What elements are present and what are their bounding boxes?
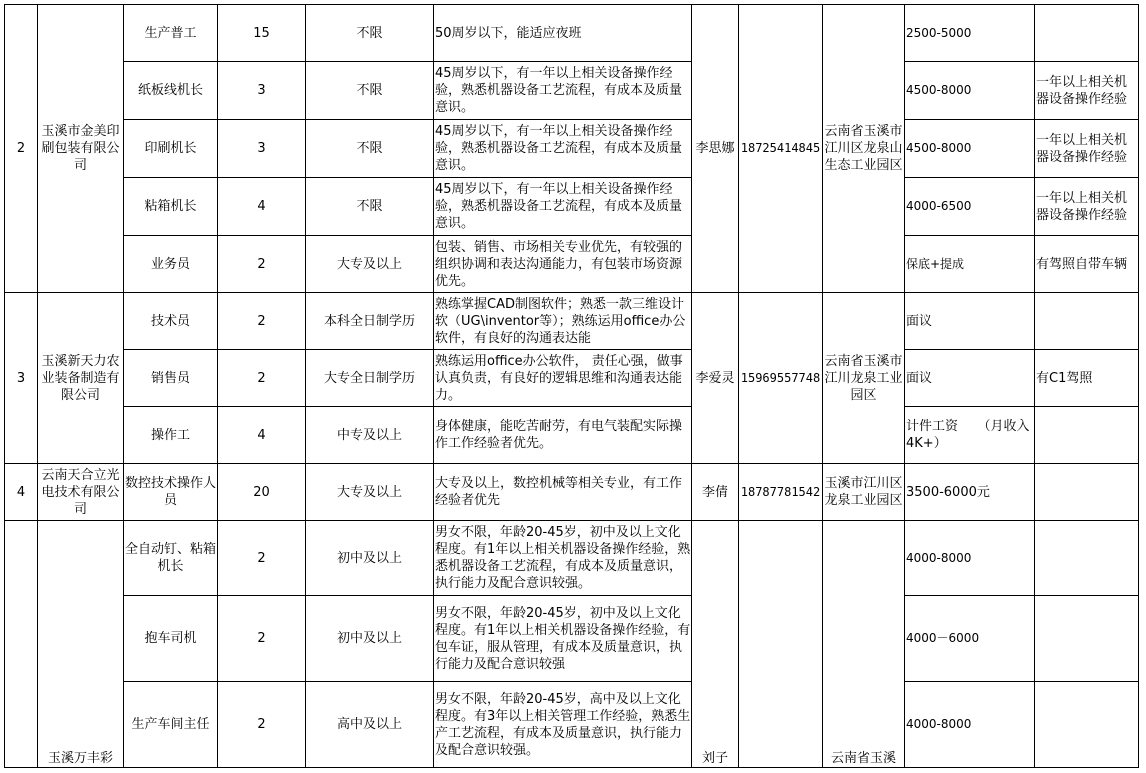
table-row	[5, 293, 1139, 350]
job-title: 抱车司机	[124, 596, 218, 682]
job-count: 3	[218, 120, 306, 178]
job-salary: 计件工资 （月收入4K+）	[905, 407, 1035, 464]
job-education: 本科全日制学历	[306, 293, 434, 350]
job-salary: 4000－6000	[905, 596, 1035, 682]
job-salary: 3500-6000元	[905, 464, 1035, 521]
job-note: 有C1驾照	[1035, 350, 1139, 407]
table-row	[5, 682, 1139, 768]
job-salary: 面议	[905, 350, 1035, 407]
contact-phone: 18725414845	[739, 5, 823, 293]
job-count: 2	[218, 596, 306, 682]
table-row	[5, 464, 1139, 521]
job-salary: 保底+提成	[905, 236, 1035, 293]
work-address: 云南省玉溪市江川龙泉工业园区	[823, 293, 905, 464]
job-title: 技术员	[124, 293, 218, 350]
job-note	[1035, 521, 1139, 596]
job-title: 粘箱机长	[124, 178, 218, 236]
job-salary: 4500-8000	[905, 62, 1035, 120]
table-row	[5, 350, 1139, 407]
contact-person: 李爱灵	[692, 293, 739, 464]
job-education: 大专全日制学历	[306, 350, 434, 407]
job-note: 有驾照自带车辆	[1035, 236, 1139, 293]
company-name: 玉溪新天力农业装备制造有限公司	[38, 293, 124, 464]
job-title: 生产车间主任	[124, 682, 218, 768]
job-education: 大专及以上	[306, 236, 434, 293]
table-row	[5, 521, 1139, 596]
job-note	[1035, 682, 1139, 768]
group-number: 2	[5, 5, 38, 293]
job-title: 销售员	[124, 350, 218, 407]
group-number: 4	[5, 464, 38, 521]
table-row	[5, 120, 1139, 178]
contact-person: 李思娜	[692, 5, 739, 293]
contact-person: 刘子	[692, 521, 739, 768]
job-count: 4	[218, 178, 306, 236]
job-requirements: 男女不限，年龄20-45岁，初中及以上文化程度。有1年以上相关机器设备操作经验，熟悉机器设备工艺流程，有成本及质量意识，执行能力及配合意识较强。	[434, 521, 692, 596]
job-education: 不限	[306, 5, 434, 62]
table-row	[5, 596, 1139, 682]
job-requirements: 45周岁以下，有一年以上相关设备操作经验，熟悉机器设备工艺流程，有成本及质量意识。	[434, 178, 692, 236]
contact-person: 李倩	[692, 464, 739, 521]
group-number	[5, 521, 38, 768]
job-education: 中专及以上	[306, 407, 434, 464]
table-row	[5, 62, 1139, 120]
work-address: 云南省玉溪	[823, 521, 905, 768]
job-requirements: 45周岁以下，有一年以上相关设备操作经验，熟悉机器设备工艺流程，有成本及质量意识。	[434, 62, 692, 120]
job-education: 高中及以上	[306, 682, 434, 768]
job-salary: 面议	[905, 293, 1035, 350]
job-title: 印刷机长	[124, 120, 218, 178]
job-count: 2	[218, 350, 306, 407]
job-requirements: 男女不限，年龄20-45岁，初中及以上文化程度。有1年以上相关机器设备操作经验，有包车证，服从管理，有成本及质量意识，执行能力及配合意识较强	[434, 596, 692, 682]
job-note	[1035, 464, 1139, 521]
job-count: 20	[218, 464, 306, 521]
job-requirements: 身体健康，能吃苦耐劳，有电气装配实际操作工作经验者优先。	[434, 407, 692, 464]
job-education: 不限	[306, 62, 434, 120]
job-count: 4	[218, 407, 306, 464]
job-education: 初中及以上	[306, 596, 434, 682]
job-count: 3	[218, 62, 306, 120]
job-count: 2	[218, 521, 306, 596]
work-address: 云南省玉溪市江川区龙泉山生态工业园区	[823, 5, 905, 293]
job-count: 2	[218, 236, 306, 293]
table-row	[5, 407, 1139, 464]
job-requirements: 大专及以上，数控机械等相关专业，有工作经验者优先	[434, 464, 692, 521]
job-note	[1035, 596, 1139, 682]
job-requirements: 男女不限，年龄20-45岁，高中及以上文化程度。有3年以上相关管理工作经验，熟悉生产工艺流程，有成本及质量意识，执行能力及配合意识较强。	[434, 682, 692, 768]
job-note	[1035, 293, 1139, 350]
job-title: 操作工	[124, 407, 218, 464]
job-requirements: 45周岁以下，有一年以上相关设备操作经验，熟悉机器设备工艺流程，有成本及质量意识。	[434, 120, 692, 178]
job-note: 一年以上相关机器设备操作经验	[1035, 120, 1139, 178]
job-note	[1035, 407, 1139, 464]
job-education: 大专及以上	[306, 464, 434, 521]
job-title: 纸板线机长	[124, 62, 218, 120]
job-count: 2	[218, 682, 306, 768]
job-education: 不限	[306, 120, 434, 178]
company-name: 玉溪万丰彩	[38, 521, 124, 768]
job-salary: 4000-8000	[905, 521, 1035, 596]
job-title: 生产普工	[124, 5, 218, 62]
job-requirements: 50周岁以下，能适应夜班	[434, 5, 692, 62]
job-salary: 2500-5000	[905, 5, 1035, 62]
job-count: 15	[218, 5, 306, 62]
contact-phone: 18787781542	[739, 464, 823, 521]
table-row	[5, 5, 1139, 62]
table-row	[5, 178, 1139, 236]
job-note: 一年以上相关机器设备操作经验	[1035, 62, 1139, 120]
job-note	[1035, 5, 1139, 62]
job-title: 全自动钉、粘箱机长	[124, 521, 218, 596]
job-requirements: 包装、销售、市场相关专业优先，有较强的组织协调和表达沟通能力，有包装市场资源优先。	[434, 236, 692, 293]
job-requirements: 熟练掌握CAD制图软件；熟悉一款三维设计软（UG\inventor等）；熟练运用office办公软件，有良好的沟通表达能	[434, 293, 692, 350]
job-salary: 4000-8000	[905, 682, 1035, 768]
job-count: 2	[218, 293, 306, 350]
job-title: 业务员	[124, 236, 218, 293]
job-education: 初中及以上	[306, 521, 434, 596]
job-education: 不限	[306, 178, 434, 236]
job-note: 一年以上相关机器设备操作经验	[1035, 178, 1139, 236]
job-salary: 4000-6500	[905, 178, 1035, 236]
job-table	[4, 4, 1139, 768]
company-name: 云南天合立光电技术有限公司	[38, 464, 124, 521]
table-row	[5, 236, 1139, 293]
job-requirements: 熟练运用office办公软件， 责任心强，做事认真负责，有良好的逻辑思维和沟通表达能力。	[434, 350, 692, 407]
company-name: 玉溪市金美印刷包装有限公司	[38, 5, 124, 293]
contact-phone: 15969557748	[739, 293, 823, 464]
work-address: 玉溪市江川区龙泉工业园区	[823, 464, 905, 521]
group-number: 3	[5, 293, 38, 464]
job-title: 数控技术操作人员	[124, 464, 218, 521]
job-salary: 4500-8000	[905, 120, 1035, 178]
contact-phone	[739, 521, 823, 768]
